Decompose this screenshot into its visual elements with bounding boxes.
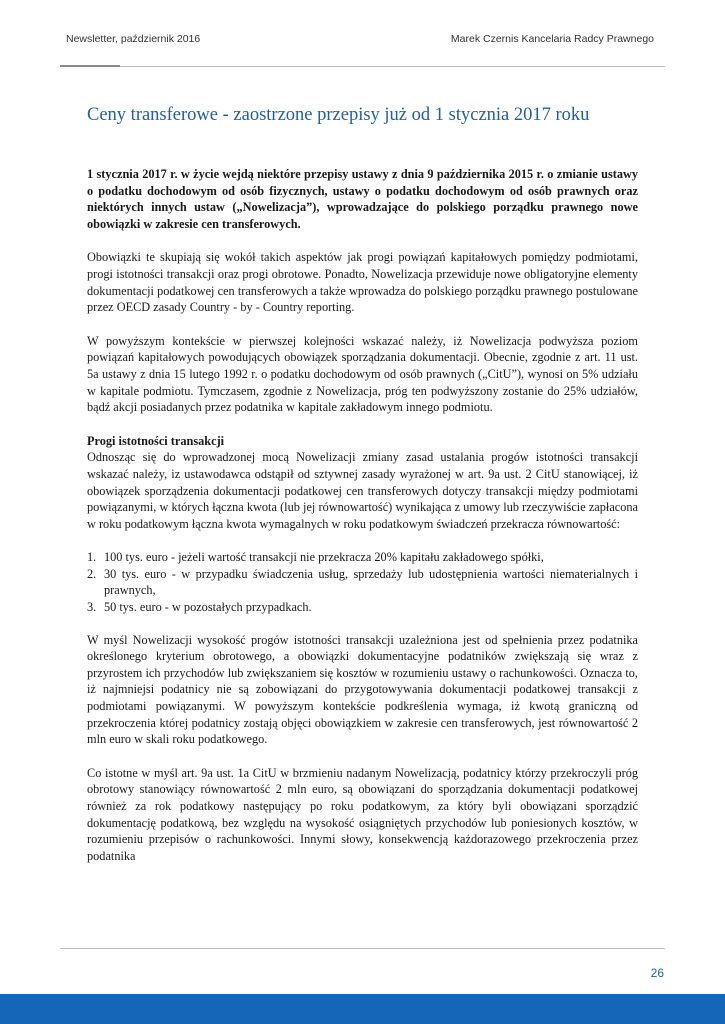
article-body (87, 166, 638, 864)
threshold-list (87, 549, 638, 615)
page-number: 26 (650, 966, 664, 980)
list-item (87, 566, 638, 599)
paragraph-capital-thresholds: W powyższym kontekście w pierwszej kolejności wskazać należy, iż Nowelizacja podwyższa poziom powiązań kapitałowych powodujących obowiązek sporządzania dokumentacji. Obecnie, zgodnie z art. 11 ust. 5a ustawy z dnia 15 lutego 1992 r. o podatku dochodowym od osób prawnych („CitU”), wynosi on 5% udziału w kapitale podmiotu. Tymczasem, zgodnie z Nowelizacja, próg ten podwyższony zostanie do 25% udziałów, bądź akcji posiadanych przez podatnika w kapitale zakładowym innego podmiotu. (87, 333, 638, 415)
list-item-text: 30 tys. euro - w przypadku świadczenia usług, sprzedaży lub udostępnienia wartości niematerialnych i prawnych, (104, 566, 638, 598)
list-item-number: 2. (87, 566, 97, 581)
section-heading-materiality: Progi istotności transakcji (87, 433, 225, 448)
paragraph-materiality: Odnosząc się do wprowadzonej mocą Nowelizacji zmiany zasad ustalania progów istotności transakcji wskazać należy, iz ustawodawca odstąpił od sztywnej zasady wyrażonej w art. 9a ust. 2 CitU stanowiącej, iż obowiązek sporządzenia dokumentacji podatkowej cen transferowych dotyczy transakcji między podmiotami powiązanymi, w których łączna kwota (lub jej równowartość) wynikająca z umowy lub rzeczywiście zapłacona w roku podatkowym łączna kwota wymagalnych w roku podatkowym świadczeń przekracza równowartość: (87, 450, 638, 531)
header-divider (60, 66, 665, 67)
paragraph-turnover-criterion: W myśl Nowelizacji wysokość progów istotności transakcji uzależniona jest od spełnienia przez podatnika określonego kryterium obrotowego, a obowiązki dokumentacyjne podatników zwiększają się wraz z przyrostem ich przychodów lub zwiększaniem się kosztów w rozumieniu ustawy o rachunkowości. Oznacza to, iż najmniejsi podatnicy nie są zobowiązani do przygotowywania dokumentacji podatkowej transakcji z podmiotami powiązanymi. W powyższym kontekście podkreślenia wymaga, iż kwotą graniczną od przekroczenia której podatnicy zostają objęci obowiązkiem w zakresie cen transferowych, jest równowartość 2 mln euro w skali roku podatkowego. (87, 632, 638, 747)
footer-bar (0, 994, 725, 1024)
paragraph-following-year: Co istotne w myśl art. 9a ust. 1a CitU w brzmieniu nadanym Nowelizacją, podatnicy którzy przekroczyli próg obrotowy stanowiący równowartość 2 mln euro, są obowiązani do sporządzania dokumentacji podatkowej również za rok podatkowy następujący po roku podatkowym, za który byli obowiązani sporządzić dokumentację podatkową, bez względu na wysokość osiągniętych przychodów lub poniesionych kosztów, w rozumieniu przepisów o rachunkowości. Innymi słowy, konsekwencją każdorazowego przekroczenia przez podatnika (87, 765, 638, 863)
article-title: Ceny transferowe - zaostrzone przepisy już od 1 stycznia 2017 roku (87, 105, 590, 125)
list-item-number: 1. (87, 550, 97, 565)
footer-divider (60, 948, 665, 949)
header-firm-name: Marek Czernis Kancelaria Radcy Prawnego (450, 33, 654, 45)
header-divider-accent (60, 65, 120, 67)
list-item (87, 549, 638, 566)
list-item-number: 3. (87, 600, 97, 615)
paragraph-obligations: Obowiązki te skupiają się wokół takich aspektów jak progi powiązań kapitałowych pomiędzy podmiotami, progi istotności transakcji oraz progi obrotowe. Ponadto, Nowelizacja przewiduje nowe obligatoryjne elementy dokumentacji podatkowej cen transferowych a także wprowadza do polskiego porządku prawnego postulowane przez OECD zasady Country - by - Country reporting. (87, 250, 638, 315)
header-newsletter-date: Newsletter, październik 2016 (66, 33, 201, 45)
list-item-text: 100 tys. euro - jeżeli wartość transakcji nie przekracza 20% kapitału zakładowego spółki, (104, 550, 544, 565)
list-item (87, 599, 638, 616)
list-item-text: 50 tys. euro - w pozostałych przypadkach. (104, 600, 312, 615)
lead-paragraph: 1 stycznia 2017 r. w życie wejdą niektóre przepisy ustawy z dnia 9 października 2015 r. o zmianie ustawy o podatku dochodowym od osób fizycznych, ustawy o podatku dochodowym od osób prawnych oraz niektórych innych ustaw („Nowelizacja”), wprowadzające do polskiego porządku prawnego nowe obowiązki w zakresie cen transferowych. (87, 167, 638, 231)
